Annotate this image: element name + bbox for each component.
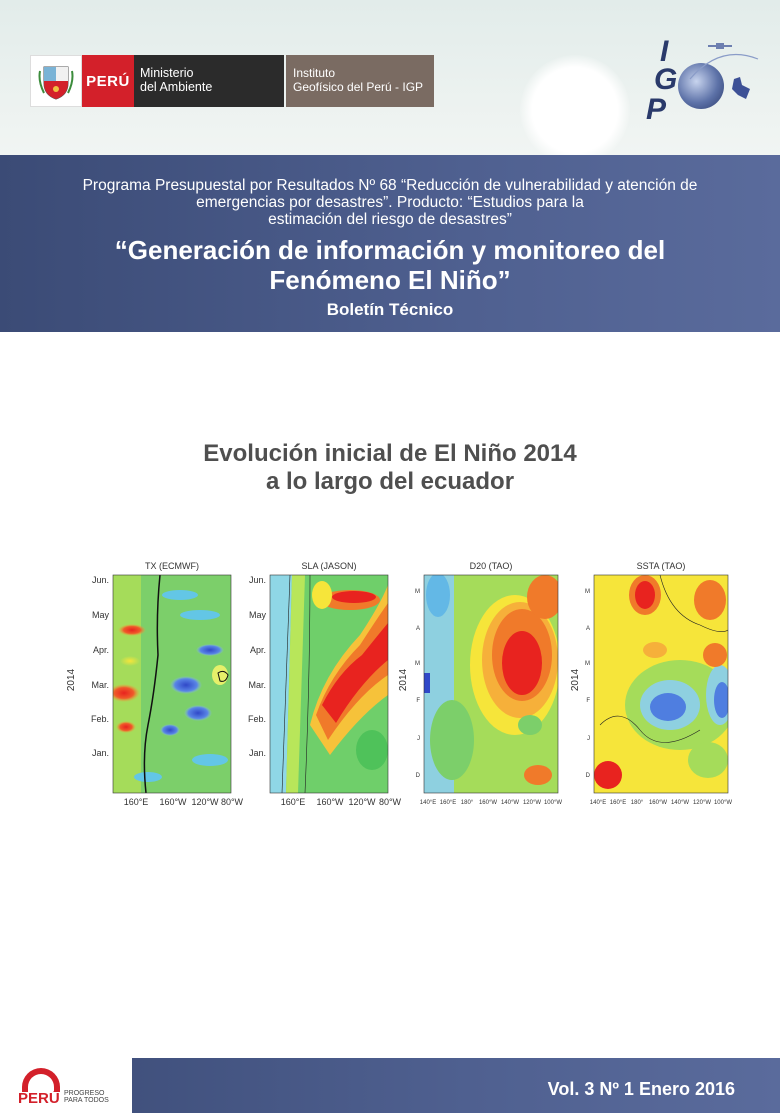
panel4-field xyxy=(594,575,735,793)
igp-letter-p: P xyxy=(646,93,667,126)
panel3-xtick: 160°W xyxy=(478,800,498,806)
peru-word: PERÚ xyxy=(18,1090,60,1107)
figure-svg xyxy=(60,555,740,810)
panel3-ytick: M xyxy=(415,589,420,595)
panel4-xtick: 180° xyxy=(630,800,644,806)
panel3-xtick: 120°W xyxy=(522,800,542,806)
igp-letter-g: G xyxy=(654,63,678,96)
panel3-xtick: 180° xyxy=(460,800,474,806)
peru-arc-icon xyxy=(22,1068,60,1092)
panel1-ytick: Feb. xyxy=(90,714,109,724)
ministerio-label xyxy=(134,55,284,107)
ministerio-line1: Ministerio xyxy=(140,66,194,80)
bulletin-type: Boletín Técnico xyxy=(326,300,454,319)
panel2-ytick: Mar. xyxy=(248,680,266,690)
panel4-xtick: 160°E xyxy=(609,800,627,806)
panel2-ytick: Feb. xyxy=(247,714,266,724)
panel4-xtick: 160°W xyxy=(648,800,668,806)
panel1-ytick: Mar. xyxy=(91,680,109,690)
program-line2: emergencias por desastres”. Producto: “Estudios para la xyxy=(196,194,584,211)
panel2-ytick: Apr. xyxy=(249,645,266,655)
panel4-ytick: J xyxy=(587,736,590,742)
program-line1: Programa Presupuestal por Resultados Nº 68 “Reducción de vulnerabilidad y atención de xyxy=(82,177,698,194)
panel1-xtick: 80°W xyxy=(220,797,244,807)
panel3-ytick: M xyxy=(415,661,420,667)
government-logo xyxy=(30,55,434,107)
panel2-ytick: May xyxy=(248,610,266,620)
progreso-line2: PARA TODOS xyxy=(64,1097,109,1104)
panel1-ytick: Jan. xyxy=(91,748,109,758)
panel3-ytick: D xyxy=(415,773,420,779)
volume-info: Vol. 3 Nº 1 Enero 2016 xyxy=(547,1079,735,1099)
progreso-tagline xyxy=(64,1090,109,1104)
main-title-line2: Fenómeno El Niño” xyxy=(269,265,511,295)
panel3-xtick: 140°E xyxy=(419,800,437,806)
panel2-xtick: 160°W xyxy=(316,797,344,807)
panel4-x-axis xyxy=(590,800,733,806)
panel4-ytick: F xyxy=(586,698,590,704)
year-label-4: 2014 xyxy=(570,668,581,692)
satellite-icon xyxy=(680,39,760,119)
panel3-xtick: 160°E xyxy=(439,800,457,806)
ministerio-line2: del Ambiente xyxy=(140,80,213,94)
panel1-xtick: 160°E xyxy=(123,797,149,807)
panel1-x-axis xyxy=(124,797,244,807)
panel1-y-axis xyxy=(91,575,110,758)
panel2-ytick: Jan. xyxy=(248,748,266,758)
panel4-xtick: 140°E xyxy=(589,800,607,806)
peru-coat-of-arms-icon xyxy=(30,55,82,107)
panel1-xtick: 160°W xyxy=(159,797,187,807)
panel2-xtick: 120°W xyxy=(348,797,376,807)
panel3-ytick: A xyxy=(415,626,420,632)
year-label-3: 2014 xyxy=(398,668,409,692)
panel2-xtick: 80°W xyxy=(378,797,402,807)
panel3-xtick: 140°W xyxy=(500,800,520,806)
panel3-y-axis xyxy=(415,589,421,779)
document-title-line2: a lo largo del ecuador xyxy=(265,468,515,495)
program-line3: estimación del riesgo de desastres” xyxy=(268,211,512,228)
panel1-xtick: 120°W xyxy=(191,797,219,807)
panel4-title: SSTA (TAO) xyxy=(636,561,686,571)
year-label-1: 2014 xyxy=(66,668,77,692)
panel4-ytick: A xyxy=(585,626,590,632)
panel3-xtick: 100°W xyxy=(543,800,563,806)
panel4-ytick: M xyxy=(585,661,590,667)
panel3-ytick: F xyxy=(416,698,420,704)
panel2-title: SLA (JASON) xyxy=(301,561,357,571)
panel1-ytick: Apr. xyxy=(92,645,109,655)
panel4-xtick: 120°W xyxy=(692,800,712,806)
program-description xyxy=(30,177,750,228)
main-title xyxy=(20,235,760,295)
hovmoller-figure xyxy=(60,555,740,810)
panel3-title: D20 (TAO) xyxy=(469,561,513,571)
panel1-ytick: May xyxy=(91,610,109,620)
instituto-line2: Geofísico del Perú - IGP xyxy=(293,80,424,94)
document-title-line1: Evolución inicial de El Niño 2014 xyxy=(203,440,577,467)
progreso-line1: PROGRESO xyxy=(64,1090,105,1097)
panel3-x-axis xyxy=(420,800,563,806)
panel2-xtick: 160°E xyxy=(280,797,306,807)
peru-label: PERÚ xyxy=(82,55,134,107)
panel4-ytick: D xyxy=(585,773,590,779)
panel1-ytick: Jun. xyxy=(91,575,109,585)
instituto-label xyxy=(286,55,434,107)
decorative-glow xyxy=(520,55,630,165)
panel2-ytick: Jun. xyxy=(248,575,266,585)
panel4-y-axis xyxy=(585,589,591,779)
panel2-y-axis xyxy=(248,575,267,758)
panel2-field xyxy=(270,575,388,793)
panel4-ytick: M xyxy=(585,589,590,595)
igp-letter-i: I xyxy=(660,35,669,68)
panel4-xtick: 100°W xyxy=(713,800,733,806)
peru-progreso-logo xyxy=(0,1058,132,1113)
program-banner xyxy=(0,155,780,332)
panel3-ytick: J xyxy=(417,736,420,742)
panel1-field xyxy=(108,575,231,793)
panel4-xtick: 140°W xyxy=(670,800,690,806)
instituto-line1: Instituto xyxy=(293,66,336,80)
header xyxy=(0,0,780,155)
document-title xyxy=(0,440,780,496)
igp-logo xyxy=(640,35,765,130)
panel1-title: TX (ECMWF) xyxy=(145,561,199,571)
main-title-line1: “Generación de información y monitoreo del xyxy=(114,235,666,265)
panel3-field xyxy=(424,573,563,793)
panel2-x-axis xyxy=(281,797,402,807)
